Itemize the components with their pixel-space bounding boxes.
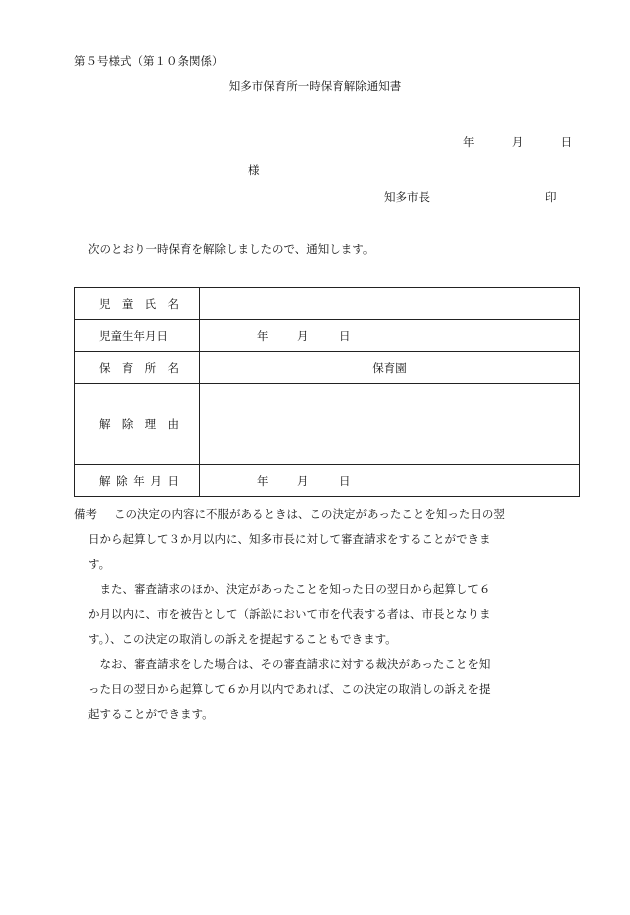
nursery-name-field[interactable] (200, 352, 580, 384)
row-nursery-name (75, 352, 580, 384)
remarks-line: なお、審査請求をした場合は、その審査請求に対する裁決があったことを知 (99, 657, 491, 671)
remarks-line: 日から起算して３か月以内に、知多市長に対して審査請求をすることができま (88, 532, 491, 546)
release-month-label: 月 (297, 473, 309, 488)
remarks-line: す。）、この決定の取消しの訴えを提起することもできます。 (88, 632, 397, 646)
row-child-birth (75, 320, 580, 352)
seal-mark: 印 (545, 190, 557, 204)
row-release-reason (75, 384, 580, 465)
remarks-first-line (74, 502, 584, 527)
release-date-field[interactable] (200, 465, 580, 497)
issue-month-label: 月 (511, 135, 524, 149)
remarks-line: った日の翌日から起算して６か月以内であれば、この決定の取消しの訴えを提 (88, 682, 491, 696)
remarks-line: す。 (88, 557, 111, 571)
nursery-name-label: 保 育 所 名 (75, 352, 200, 384)
birth-day-label: 日 (339, 328, 351, 343)
row-child-name (75, 288, 580, 320)
form-table (74, 287, 580, 497)
issuer-name: 知多市長 (384, 190, 430, 204)
intro-text: 次のとおり一時保育を解除しましたので、通知します。 (88, 242, 375, 256)
remarks-line: 起することができます。 (88, 707, 214, 721)
child-name-field[interactable] (200, 288, 580, 320)
remarks-section (74, 502, 584, 727)
release-day-label: 日 (339, 473, 351, 488)
release-year-label: 年 (257, 473, 269, 488)
birth-month-label: 月 (297, 328, 309, 343)
form-number: 第５号様式（第１０条関係） (74, 54, 224, 68)
remarks-line: か月以内に、市を被告として（訴訟において市を代表する者は、市長となりま (88, 607, 491, 621)
release-reason-label: 解 除 理 由 (75, 384, 200, 465)
birth-year-label: 年 (257, 328, 269, 343)
remarks-line: また、審査請求のほか、決定があったことを知った日の翌日から起算して６ (99, 582, 491, 596)
release-reason-field[interactable] (200, 384, 580, 465)
remarks-label: 備考 (74, 507, 97, 521)
release-date-label: 解 除 年 月 日 (75, 465, 200, 497)
child-name-label: 児 童 氏 名 (75, 288, 200, 320)
document-title: 知多市保育所一時保育解除通知書 (228, 79, 402, 93)
remarks-line: この決定の内容に不服があるときは、この決定があったことを知った日の翌 (114, 507, 505, 521)
nursery-name-value: 保育園 (372, 360, 407, 375)
issue-date-line (463, 134, 572, 150)
issue-day-label: 日 (560, 135, 573, 149)
issue-year-label: 年 (463, 135, 475, 149)
row-release-date (75, 465, 580, 497)
recipient-honorific: 様 (248, 163, 260, 177)
child-birth-label: 児童生年月日 (75, 320, 200, 352)
child-birth-field[interactable] (200, 320, 580, 352)
